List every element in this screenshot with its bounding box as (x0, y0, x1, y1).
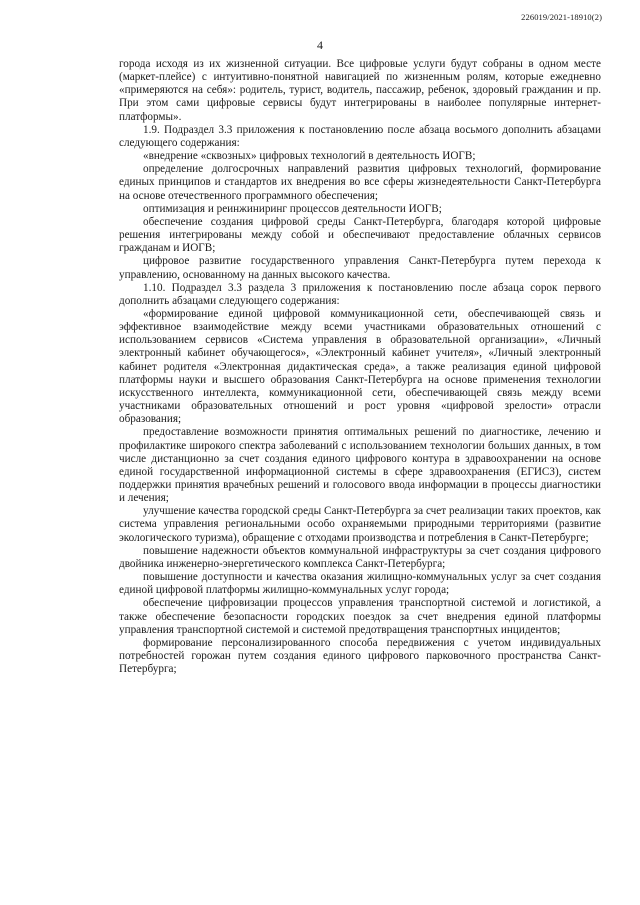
paragraph: оптимизация и реинжиниринг процессов деятельности ИОГВ; (143, 202, 442, 215)
paragraph: повышение надежности объектов коммунальной инфраструктуры за счет создания цифрового двойника инженерно-энергетического комплекса Санкт-Петербурга; (119, 544, 601, 570)
paragraph: 1.10. Подраздел 3.3 раздела 3 приложения к постановлению после абзаца сорок первого дополнить абзацами следующего содержания: (119, 281, 601, 307)
paragraph: улучшение качества городской среды Санкт-Петербурга за счет реализации таких проектов, как система управления региональными особо охраняемыми природными территориями (развитие экологического туризма), обращение с отходами производства и потребления в Санкт-Петербурге; (119, 505, 601, 544)
paragraph: предоставление возможности принятия оптимальных решений по диагностике, лечению и профилактике широкого спектра заболеваний с использованием технологии больших данных, в том числе дистанционно за счет создания единого цифрового контура в здравоохранении на основе единой государственной информационной системы в сфере здравоохранения (ЕГИСЗ), систем поддержки принятия врачебных решений и голосового ввода информации в процессы диагностики и лечения; (119, 426, 601, 505)
paragraph: обеспечение цифровизации процессов управления транспортной системой и логистикой, а также обеспечение безопасности городских поездок за счет внедрения единой платформы управления транспортной системой и системой предотвращения транспортных инцидентов; (119, 597, 601, 636)
paragraph: определение долгосрочных направлений развития цифровых технологий, формирование единых принципов и стандартов их внедрения во все сферы жизнедеятельности Санкт-Петербурга на основе отечественного программного обеспечения; (119, 163, 601, 202)
paragraph: обеспечение создания цифровой среды Санкт-Петербурга, благодаря которой цифровые решения интегрированы между собой и обеспечивают предоставление облачных сервисов гражданам и ИОГВ; (119, 215, 601, 255)
document-id: 226019/2021-18910(2) (521, 12, 602, 22)
document-body (119, 58, 601, 676)
paragraph: формирование персонализированного способа передвижения с учетом индивидуальных потребностей горожан путем создания единого цифрового парковочного пространства Санкт-Петербурга; (119, 636, 601, 676)
paragraph: «внедрение «сквозных» цифровых технологий в деятельность ИОГВ; (143, 150, 476, 163)
paragraph: города исходя из их жизненной ситуации. Все цифровые услуги будут собраны в одном месте (маркет-плейсе) с интуитивно-понятной навигацией по жизненным ролям, которые ежедневно «примеряются на себя»: родитель, турист, водитель, пассажир, ребенок, здоровый гражданин и пр. При этом сами цифровые сервисы будут интегрированы в наиболее популярные интернет-платформы». (119, 58, 601, 123)
paragraph: цифровое развитие государственного управления Санкт-Петербурга путем перехода к управлению, основанному на данных высокого качества. (119, 255, 601, 281)
paragraph: «формирование единой цифровой коммуникационной сети, обеспечивающей связь и эффективное взаимодействие между всеми участниками образовательных отношений с использованием сервисов «Система управления в образовательной организации», «Личный электронный кабинет обучающегося», «Электронный кабинет учителя», «Личный электронный кабинет родителя «Электронная дидактическая среда», а также реализация единой цифровой платформы науки и высшего образования Санкт-Петербурга на основе применения технологии искусственного интеллекта, коммуникационной сети, обеспечивающей связь между всеми участниками образовательных отношений и рост уровня «цифровой зрелости» отрасли образования; (119, 307, 601, 426)
page-number: 4 (317, 38, 323, 52)
paragraph: повышение доступности и качества оказания жилищно-коммунальных услуг за счет создания единой цифровой платформы жилищно-коммунальных услуг города; (119, 571, 601, 597)
paragraph: 1.9. Подраздел 3.3 приложения к постановлению после абзаца восьмого дополнить абзацами следующего содержания: (119, 123, 601, 149)
